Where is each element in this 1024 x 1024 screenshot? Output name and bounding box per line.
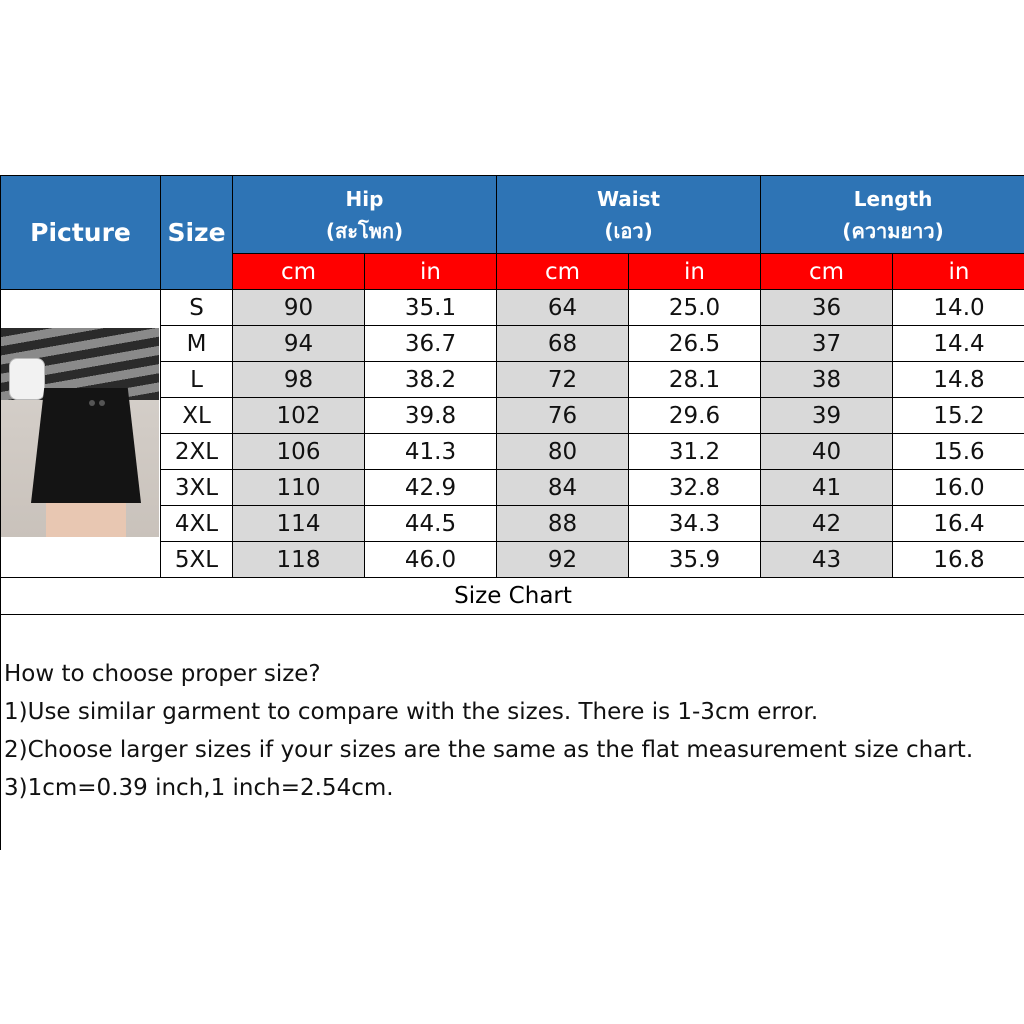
hip-header [233,176,497,254]
hip-in-cell: 36.7 [365,326,497,362]
length-cm-cell: 39 [761,398,893,434]
waist-in-cell: 26.5 [629,326,761,362]
hip-cm-cell: 110 [233,470,365,506]
waist-cm-cell: 64 [497,290,629,326]
waist-in-cell: 31.2 [629,434,761,470]
product-photo [1,328,159,537]
note-item: 2)Choose larger sizes if your sizes are the same as the flat measurement size chart. [4,737,974,763]
waist-cm-cell: 92 [497,542,629,578]
length-in-cell: 16.4 [893,506,1024,542]
hip-in-cell: 39.8 [365,398,497,434]
hip-in-cell: 38.2 [365,362,497,398]
unit-length-cm: cm [761,254,893,290]
length-in-cell: 16.8 [893,542,1024,578]
size-cell: L [161,362,233,398]
hip-cm-cell: 114 [233,506,365,542]
waist-cm-cell: 68 [497,326,629,362]
unit-waist-cm: cm [497,254,629,290]
waist-in-cell: 32.8 [629,470,761,506]
length-cm-cell: 41 [761,470,893,506]
length-header [761,176,1024,254]
length-in-cell: 14.4 [893,326,1024,362]
length-in-cell: 15.2 [893,398,1024,434]
unit-waist-in: in [629,254,761,290]
waist-thai-label: (เอว) [604,218,653,243]
hip-cm-cell: 118 [233,542,365,578]
waist-cm-cell: 88 [497,506,629,542]
waist-cm-cell: 84 [497,470,629,506]
length-cm-cell: 37 [761,326,893,362]
unit-length-in: in [893,254,1024,290]
size-chart-table [0,175,1024,615]
hip-in-cell: 41.3 [365,434,497,470]
unit-hip-cm: cm [233,254,365,290]
picture-header: Picture [1,176,161,290]
length-in-cell: 14.8 [893,362,1024,398]
length-cm-cell: 38 [761,362,893,398]
waist-cm-cell: 76 [497,398,629,434]
waist-in-cell: 28.1 [629,362,761,398]
waist-header [497,176,761,254]
hip-cm-cell: 102 [233,398,365,434]
table-row [1,290,1024,326]
size-header: Size [161,176,233,290]
size-cell: M [161,326,233,362]
length-cm-cell: 43 [761,542,893,578]
size-cell: 4XL [161,506,233,542]
left-border-line [0,614,1,850]
waist-cm-cell: 80 [497,434,629,470]
length-cm-cell: 42 [761,506,893,542]
hip-in-cell: 44.5 [365,506,497,542]
hip-in-cell: 42.9 [365,470,497,506]
unit-hip-in: in [365,254,497,290]
length-in-cell: 14.0 [893,290,1024,326]
waist-in-cell: 35.9 [629,542,761,578]
hip-cm-cell: 90 [233,290,365,326]
waist-label: Waist [596,186,661,211]
length-in-cell: 15.6 [893,434,1024,470]
waist-in-cell: 29.6 [629,398,761,434]
waist-in-cell: 25.0 [629,290,761,326]
length-in-cell: 16.0 [893,470,1024,506]
size-cell: XL [161,398,233,434]
hip-thai-label: (สะโพก) [325,218,404,243]
waist-in-cell: 34.3 [629,506,761,542]
hip-cm-cell: 98 [233,362,365,398]
note-item: 1)Use similar garment to compare with the sizes. There is 1-3cm error. [4,699,819,725]
size-chart-caption: Size Chart [1,578,1024,615]
waist-cm-cell: 72 [497,362,629,398]
note-item: 3)1cm=0.39 inch,1 inch=2.54cm. [4,775,394,801]
length-label: Length [853,186,933,211]
size-cell: 3XL [161,470,233,506]
notes-heading: How to choose proper size? [4,661,321,687]
hip-label: Hip [345,186,384,211]
size-cell: 5XL [161,542,233,578]
sizing-notes [4,655,1024,807]
size-cell: 2XL [161,434,233,470]
size-cell: S [161,290,233,326]
hip-cm-cell: 94 [233,326,365,362]
length-cm-cell: 36 [761,290,893,326]
hip-cm-cell: 106 [233,434,365,470]
length-thai-label: (ความยาว) [842,218,944,243]
hip-in-cell: 35.1 [365,290,497,326]
length-cm-cell: 40 [761,434,893,470]
product-picture-cell [1,290,161,578]
hip-in-cell: 46.0 [365,542,497,578]
